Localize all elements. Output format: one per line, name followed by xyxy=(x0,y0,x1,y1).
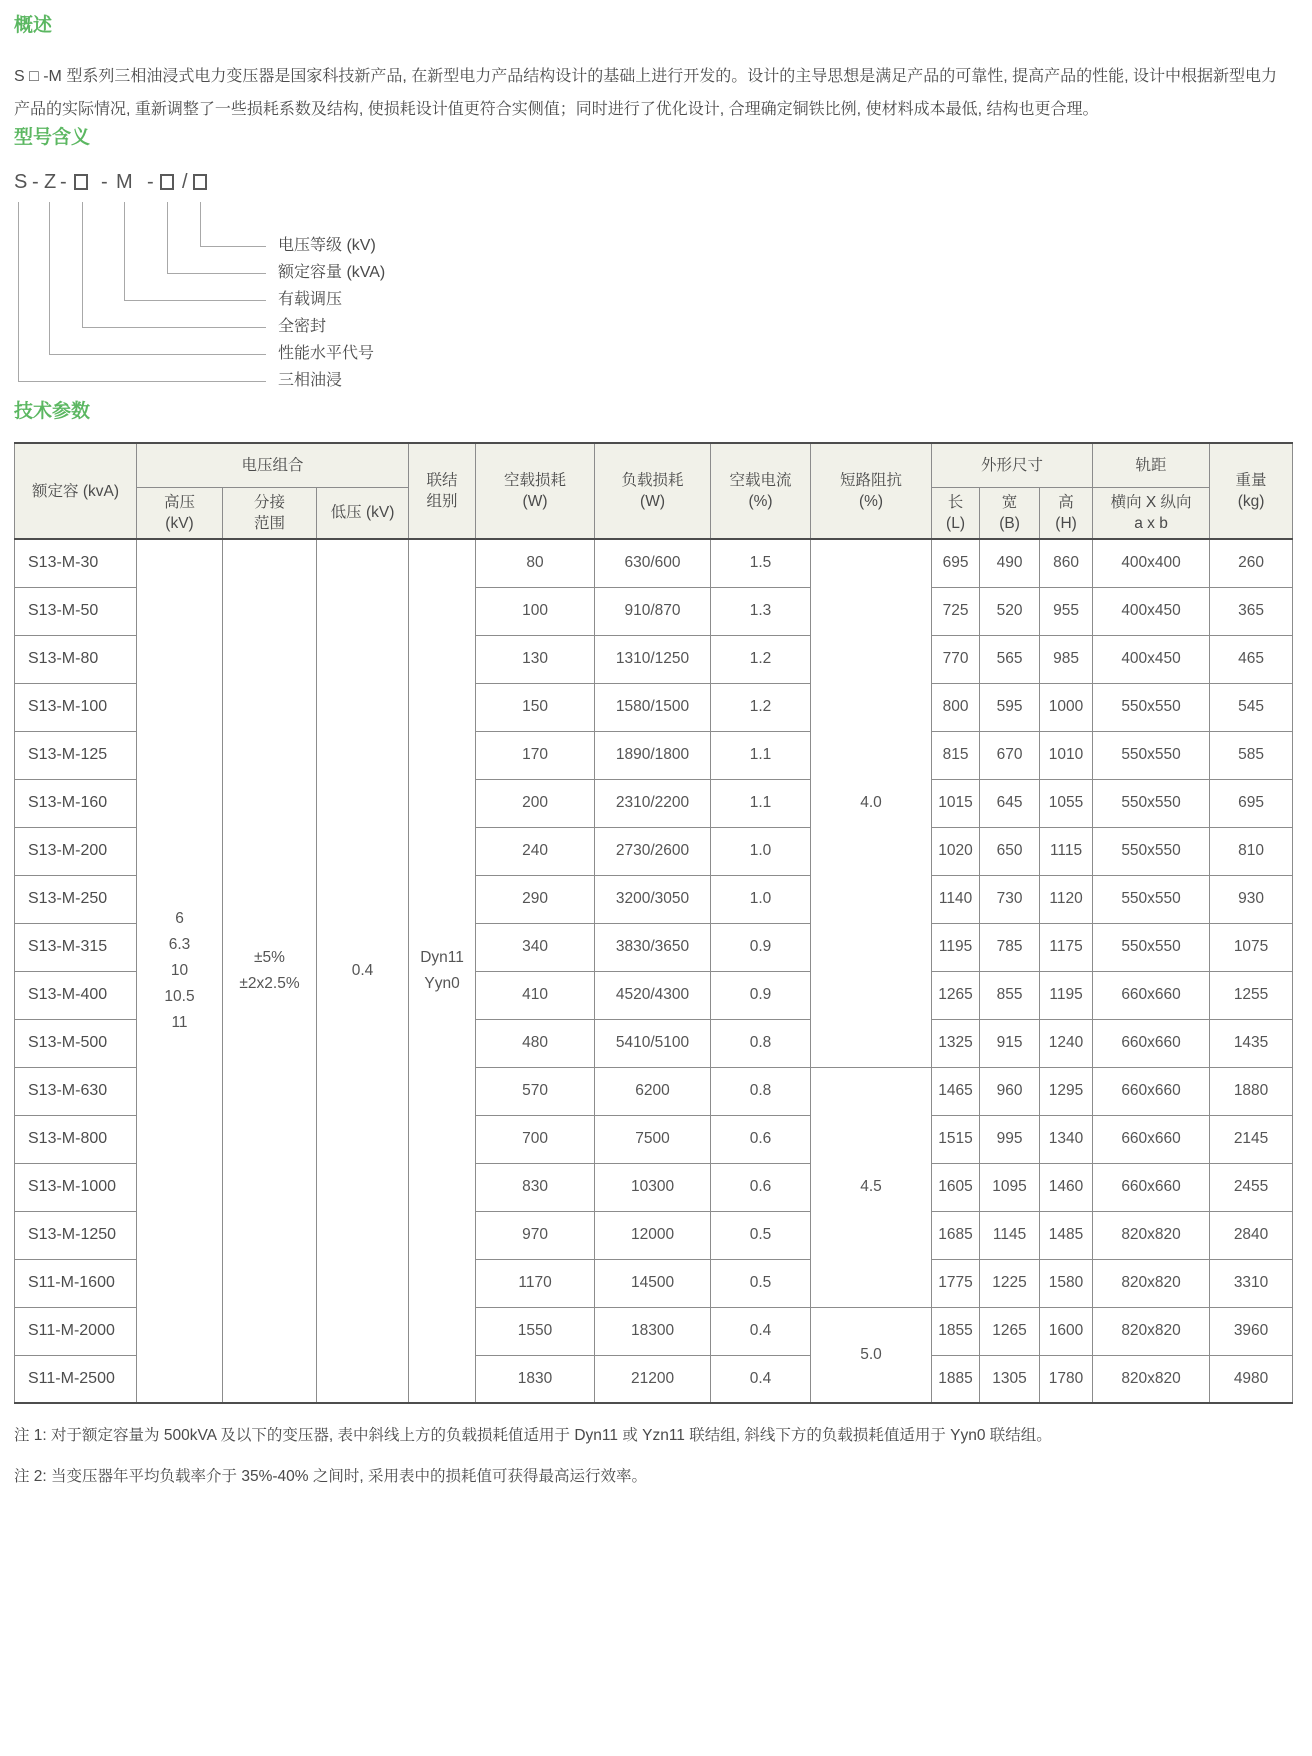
model-cell: S11-M-2000 xyxy=(15,1307,137,1355)
model-cell: S13-M-200 xyxy=(15,827,137,875)
height-cell: 1240 xyxy=(1040,1019,1093,1067)
model-cell: S13-M-500 xyxy=(15,1019,137,1067)
no-load-loss-cell: 170 xyxy=(476,731,595,779)
model-cell: S13-M-125 xyxy=(15,731,137,779)
header-weight: 重量 (kg) xyxy=(1210,443,1293,539)
vector-group-cell: Dyn11 Yyn0 xyxy=(409,539,476,1403)
gauge-cell: 660x660 xyxy=(1093,971,1210,1019)
no-load-loss-cell: 200 xyxy=(476,779,595,827)
header-length: 长 (L) xyxy=(932,487,980,539)
table-row xyxy=(15,539,1293,587)
length-cell: 1265 xyxy=(932,971,980,1019)
model-cell: S11-M-1600 xyxy=(15,1259,137,1307)
no-load-loss-cell: 970 xyxy=(476,1211,595,1259)
header-lv: 低压 (kV) xyxy=(317,487,409,539)
impedance-cell: 5.0 xyxy=(811,1307,932,1403)
header-no-load-current: 空载电流 (%) xyxy=(711,443,811,539)
length-cell: 1140 xyxy=(932,875,980,923)
header-impedance: 短路阻抗 (%) xyxy=(811,443,932,539)
weight-cell: 260 xyxy=(1210,539,1293,587)
no-load-current-cell: 0.9 xyxy=(711,971,811,1019)
weight-cell: 930 xyxy=(1210,875,1293,923)
no-load-current-cell: 0.6 xyxy=(711,1163,811,1211)
label-voltage-class: 电压等级 (kV) xyxy=(278,237,376,254)
code-character: S xyxy=(14,171,28,193)
header-load-loss: 负载损耗 (W) xyxy=(595,443,711,539)
length-cell: 1775 xyxy=(932,1259,980,1307)
model-code-line xyxy=(14,168,1292,198)
length-cell: 725 xyxy=(932,587,980,635)
overview-paragraph: S □ -M 型系列三相油浸式电力变压器是国家科技新产品, 在新型电力产品结构设计的基础上进行开发的。设计的主导思想是满足产品的可靠性, 提高产品的性能, 设计中根据新型电力产品的实际情况, 重新调整了一些损耗系数及结构, 使损耗设计值更符合实侧值；同时进行了优化设计, 合理确定铜铁比例, 使材料成本最低, 结构也更合理。 xyxy=(14,68,1278,118)
no-load-loss-cell: 830 xyxy=(476,1163,595,1211)
no-load-loss-cell: 150 xyxy=(476,683,595,731)
length-cell: 1020 xyxy=(932,827,980,875)
width-cell: 1095 xyxy=(980,1163,1040,1211)
height-cell: 860 xyxy=(1040,539,1093,587)
header-height: 高 (H) xyxy=(1040,487,1093,539)
impedance-cell: 4.5 xyxy=(811,1067,932,1307)
width-cell: 1305 xyxy=(980,1355,1040,1403)
header-model: 额定容 (kvA) xyxy=(15,443,137,539)
height-cell: 955 xyxy=(1040,587,1093,635)
load-loss-cell: 3200/3050 xyxy=(595,875,711,923)
load-loss-cell: 910/870 xyxy=(595,587,711,635)
gauge-cell: 550x550 xyxy=(1093,923,1210,971)
overview-heading: 概述 xyxy=(14,15,53,36)
no-load-loss-cell: 570 xyxy=(476,1067,595,1115)
height-cell: 1055 xyxy=(1040,779,1093,827)
length-cell: 1195 xyxy=(932,923,980,971)
gauge-cell: 660x660 xyxy=(1093,1115,1210,1163)
code-character: - xyxy=(32,171,39,193)
load-loss-cell: 5410/5100 xyxy=(595,1019,711,1067)
weight-cell: 545 xyxy=(1210,683,1293,731)
no-load-current-cell: 0.8 xyxy=(711,1019,811,1067)
weight-cell: 1255 xyxy=(1210,971,1293,1019)
height-cell: 1010 xyxy=(1040,731,1093,779)
no-load-loss-cell: 1550 xyxy=(476,1307,595,1355)
gauge-cell: 820x820 xyxy=(1093,1307,1210,1355)
weight-cell: 3960 xyxy=(1210,1307,1293,1355)
header-vector-group: 联结 组别 xyxy=(409,443,476,539)
width-cell: 785 xyxy=(980,923,1040,971)
code-character: - xyxy=(60,171,67,193)
load-loss-cell: 3830/3650 xyxy=(595,923,711,971)
model-cell: S11-M-2500 xyxy=(15,1355,137,1403)
weight-cell: 3310 xyxy=(1210,1259,1293,1307)
height-cell: 1340 xyxy=(1040,1115,1093,1163)
weight-cell: 810 xyxy=(1210,827,1293,875)
code-character: Z xyxy=(44,171,57,193)
load-loss-cell: 6200 xyxy=(595,1067,711,1115)
no-load-current-cell: 0.5 xyxy=(711,1211,811,1259)
length-cell: 1325 xyxy=(932,1019,980,1067)
no-load-loss-cell: 410 xyxy=(476,971,595,1019)
weight-cell: 2145 xyxy=(1210,1115,1293,1163)
model-cell: S13-M-250 xyxy=(15,875,137,923)
hv-cell: 6 6.3 10 10.5 11 xyxy=(137,539,223,1403)
width-cell: 645 xyxy=(980,779,1040,827)
header-voltage-group: 电压组合 xyxy=(137,443,409,487)
no-load-current-cell: 0.4 xyxy=(711,1355,811,1403)
height-cell: 1485 xyxy=(1040,1211,1093,1259)
weight-cell: 465 xyxy=(1210,635,1293,683)
tech-params-heading: 技术参数 xyxy=(14,401,91,422)
width-cell: 915 xyxy=(980,1019,1040,1067)
weight-cell: 2840 xyxy=(1210,1211,1293,1259)
no-load-current-cell: 1.1 xyxy=(711,731,811,779)
load-loss-cell: 2730/2600 xyxy=(595,827,711,875)
model-cell: S13-M-1250 xyxy=(15,1211,137,1259)
load-loss-cell: 21200 xyxy=(595,1355,711,1403)
gauge-cell: 660x660 xyxy=(1093,1067,1210,1115)
width-cell: 855 xyxy=(980,971,1040,1019)
load-loss-cell: 7500 xyxy=(595,1115,711,1163)
gauge-cell: 820x820 xyxy=(1093,1259,1210,1307)
width-cell: 730 xyxy=(980,875,1040,923)
no-load-loss-cell: 1830 xyxy=(476,1355,595,1403)
gauge-cell: 550x550 xyxy=(1093,731,1210,779)
no-load-current-cell: 0.5 xyxy=(711,1259,811,1307)
weight-cell: 695 xyxy=(1210,779,1293,827)
length-cell: 1855 xyxy=(932,1307,980,1355)
no-load-current-cell: 0.4 xyxy=(711,1307,811,1355)
height-cell: 1120 xyxy=(1040,875,1093,923)
load-loss-cell: 1310/1250 xyxy=(595,635,711,683)
label-rated-capacity: 额定容量 (kVA) xyxy=(278,264,386,281)
no-load-current-cell: 1.2 xyxy=(711,635,811,683)
gauge-cell: 820x820 xyxy=(1093,1355,1210,1403)
header-tap-range: 分接 范围 xyxy=(223,487,317,539)
width-cell: 650 xyxy=(980,827,1040,875)
load-loss-cell: 4520/4300 xyxy=(595,971,711,1019)
gauge-cell: 550x550 xyxy=(1093,779,1210,827)
weight-cell: 585 xyxy=(1210,731,1293,779)
no-load-loss-cell: 1170 xyxy=(476,1259,595,1307)
width-cell: 565 xyxy=(980,635,1040,683)
model-cell: S13-M-160 xyxy=(15,779,137,827)
length-cell: 800 xyxy=(932,683,980,731)
table-header xyxy=(15,443,1293,539)
model-cell: S13-M-80 xyxy=(15,635,137,683)
no-load-current-cell: 1.5 xyxy=(711,539,811,587)
gauge-cell: 400x450 xyxy=(1093,587,1210,635)
tech-params-table xyxy=(14,442,1293,1404)
no-load-loss-cell: 700 xyxy=(476,1115,595,1163)
gauge-cell: 660x660 xyxy=(1093,1019,1210,1067)
model-cell: S13-M-50 xyxy=(15,587,137,635)
no-load-loss-cell: 80 xyxy=(476,539,595,587)
height-cell: 1780 xyxy=(1040,1355,1093,1403)
header-width: 宽 (B) xyxy=(980,487,1040,539)
length-cell: 1465 xyxy=(932,1067,980,1115)
length-cell: 1685 xyxy=(932,1211,980,1259)
gauge-cell: 550x550 xyxy=(1093,683,1210,731)
height-cell: 1115 xyxy=(1040,827,1093,875)
width-cell: 960 xyxy=(980,1067,1040,1115)
model-cell: S13-M-1000 xyxy=(15,1163,137,1211)
weight-cell: 1435 xyxy=(1210,1019,1293,1067)
header-gauge: 轨距 xyxy=(1093,443,1210,487)
length-cell: 1015 xyxy=(932,779,980,827)
load-loss-cell: 12000 xyxy=(595,1211,711,1259)
no-load-current-cell: 1.0 xyxy=(711,827,811,875)
length-cell: 770 xyxy=(932,635,980,683)
load-loss-cell: 2310/2200 xyxy=(595,779,711,827)
label-fully-sealed: 全密封 xyxy=(278,318,327,335)
weight-cell: 1880 xyxy=(1210,1067,1293,1115)
no-load-loss-cell: 290 xyxy=(476,875,595,923)
height-cell: 1460 xyxy=(1040,1163,1093,1211)
tap-range-cell: ±5% ±2x2.5% xyxy=(223,539,317,1403)
table-notes xyxy=(14,1424,1292,1489)
label-three-phase-oil: 三相油浸 xyxy=(278,372,343,389)
height-cell: 1195 xyxy=(1040,971,1093,1019)
load-loss-cell: 18300 xyxy=(595,1307,711,1355)
load-loss-cell: 1580/1500 xyxy=(595,683,711,731)
width-cell: 670 xyxy=(980,731,1040,779)
no-load-current-cell: 1.1 xyxy=(711,779,811,827)
gauge-cell: 820x820 xyxy=(1093,1211,1210,1259)
length-cell: 1605 xyxy=(932,1163,980,1211)
no-load-current-cell: 0.8 xyxy=(711,1067,811,1115)
header-hv: 高压 (kV) xyxy=(137,487,223,539)
gauge-cell: 400x450 xyxy=(1093,635,1210,683)
weight-cell: 2455 xyxy=(1210,1163,1293,1211)
height-cell: 985 xyxy=(1040,635,1093,683)
no-load-loss-cell: 240 xyxy=(476,827,595,875)
weight-cell: 365 xyxy=(1210,587,1293,635)
note-2: 注 2: 当变压器年平均负载率介于 35%-40% 之间时, 采用表中的损耗值可获得最高运行效率。 xyxy=(14,1468,647,1485)
table-body xyxy=(15,539,1293,1403)
width-cell: 995 xyxy=(980,1115,1040,1163)
load-loss-cell: 630/600 xyxy=(595,539,711,587)
width-cell: 520 xyxy=(980,587,1040,635)
weight-cell: 1075 xyxy=(1210,923,1293,971)
code-placeholder-box xyxy=(74,168,88,196)
header-dimensions: 外形尺寸 xyxy=(932,443,1093,487)
model-cell: S13-M-30 xyxy=(15,539,137,587)
width-cell: 1145 xyxy=(980,1211,1040,1259)
code-character: - xyxy=(101,171,108,193)
code-character: / xyxy=(182,171,188,193)
model-cell: S13-M-800 xyxy=(15,1115,137,1163)
model-code-diagram xyxy=(14,168,1292,400)
impedance-cell: 4.0 xyxy=(811,539,932,1067)
no-load-loss-cell: 130 xyxy=(476,635,595,683)
load-loss-cell: 14500 xyxy=(595,1259,711,1307)
weight-cell: 4980 xyxy=(1210,1355,1293,1403)
model-cell: S13-M-100 xyxy=(15,683,137,731)
no-load-current-cell: 1.3 xyxy=(711,587,811,635)
gauge-cell: 550x550 xyxy=(1093,827,1210,875)
label-performance-code: 性能水平代号 xyxy=(278,345,375,362)
load-loss-cell: 10300 xyxy=(595,1163,711,1211)
no-load-current-cell: 0.6 xyxy=(711,1115,811,1163)
model-cell: S13-M-400 xyxy=(15,971,137,1019)
height-cell: 1295 xyxy=(1040,1067,1093,1115)
code-placeholder-box xyxy=(160,168,174,196)
lv-cell: 0.4 xyxy=(317,539,409,1403)
no-load-current-cell: 1.2 xyxy=(711,683,811,731)
model-cell: S13-M-630 xyxy=(15,1067,137,1115)
length-cell: 1885 xyxy=(932,1355,980,1403)
load-loss-cell: 1890/1800 xyxy=(595,731,711,779)
height-cell: 1000 xyxy=(1040,683,1093,731)
no-load-loss-cell: 480 xyxy=(476,1019,595,1067)
height-cell: 1600 xyxy=(1040,1307,1093,1355)
gauge-cell: 550x550 xyxy=(1093,875,1210,923)
model-meaning-heading: 型号含义 xyxy=(14,127,91,148)
no-load-current-cell: 0.9 xyxy=(711,923,811,971)
length-cell: 695 xyxy=(932,539,980,587)
length-cell: 815 xyxy=(932,731,980,779)
code-placeholder-box xyxy=(193,168,207,196)
gauge-cell: 660x660 xyxy=(1093,1163,1210,1211)
no-load-loss-cell: 340 xyxy=(476,923,595,971)
height-cell: 1580 xyxy=(1040,1259,1093,1307)
model-cell: S13-M-315 xyxy=(15,923,137,971)
width-cell: 1265 xyxy=(980,1307,1040,1355)
height-cell: 1175 xyxy=(1040,923,1093,971)
width-cell: 595 xyxy=(980,683,1040,731)
length-cell: 1515 xyxy=(932,1115,980,1163)
no-load-loss-cell: 100 xyxy=(476,587,595,635)
header-no-load-loss: 空载损耗 (W) xyxy=(476,443,595,539)
width-cell: 490 xyxy=(980,539,1040,587)
gauge-cell: 400x400 xyxy=(1093,539,1210,587)
no-load-current-cell: 1.0 xyxy=(711,875,811,923)
code-character: - xyxy=(147,171,154,193)
width-cell: 1225 xyxy=(980,1259,1040,1307)
label-on-load-regulation: 有载调压 xyxy=(278,291,343,308)
note-1: 注 1: 对于额定容量为 500kVA 及以下的变压器, 表中斜线上方的负载损耗值适用于 Dyn11 或 Yzn11 联结组, 斜线下方的负载损耗值适用于 Yyn0 联结组。 xyxy=(14,1427,1052,1444)
code-character: M xyxy=(116,171,133,193)
header-gauge-sub: 横向 X 纵向 a x b xyxy=(1093,487,1210,539)
